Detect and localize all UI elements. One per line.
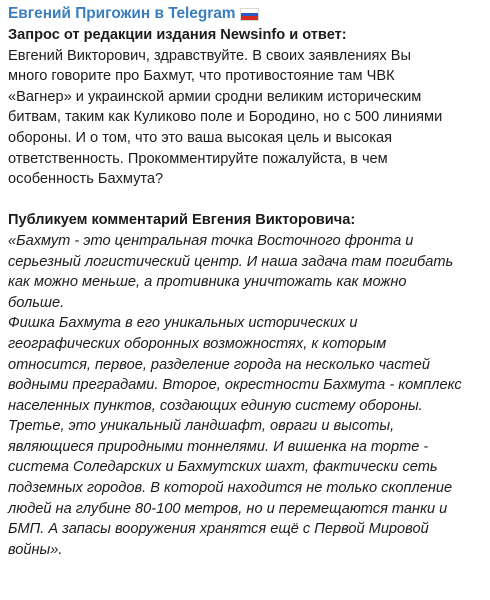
quote-line: Фишка Бахмута в его уникальных исторических и <box>8 315 358 332</box>
flag-stripe-red <box>241 16 258 20</box>
comment-heading: Публикуем комментарий Евгения Викторовича: <box>8 212 356 229</box>
request-line: ответственность. Прокомментируйте пожалуйста, в чем <box>8 150 388 167</box>
request-line: «Вагнер» и украинской армии сродни великим историческим <box>8 88 422 105</box>
request-line: особенность Бахмута? <box>8 171 164 188</box>
quote-line: БМП. А запасы вооружения хранятся ещё с Первой Мировой <box>8 521 429 538</box>
channel-header <box>8 4 484 25</box>
quote-line: система Соледарских и Бахмутских шахт, фактически сеть <box>8 459 438 476</box>
quote-line: населенных пунктов, создающих единую систему обороны. <box>8 397 423 414</box>
quote-line: являющиеся природными тоннелями. И вишенка на торте - <box>8 438 429 455</box>
quote-line: водными преградами. Второе, окрестности Бахмута - комплекс <box>8 377 462 394</box>
request-text <box>8 46 484 190</box>
quote-line: как можно меньше, а противника уничтожать как можно <box>8 274 407 291</box>
quote-line: войны». <box>8 541 63 558</box>
quote-line: географических оборонных возможностях, к которым <box>8 335 387 352</box>
quote-line: подземных городов. В которой находится не только скопление <box>8 480 453 497</box>
quote-line: больше. <box>8 294 65 311</box>
quote-line: Третье, это уникальный ландшафт, овраги и высоты, <box>8 418 395 435</box>
request-line: битвам, таким как Куликово поле и Бородино, но с 500 линиями <box>8 109 443 126</box>
quote-line: относится, первое, разделение города на несколько частей <box>8 356 430 373</box>
request-heading: Запрос от редакции издания Newsinfo и ответ: <box>8 27 347 43</box>
russia-flag-icon <box>240 8 259 21</box>
paragraph-spacer <box>8 190 484 211</box>
channel-name[interactable]: Евгений Пригожин в Telegram <box>8 5 236 23</box>
comment-quote <box>8 231 484 561</box>
request-line: Евгений Викторович, здравствуйте. В своих заявлениях Вы <box>8 47 412 64</box>
quote-line: «Бахмут - это центральная точка Восточного фронта и <box>8 232 414 249</box>
quote-line: серьезный логистический центр. И наша задача там погибать <box>8 253 454 270</box>
quote-line: людей на глубине 80-100 метров, но и перемещаются танки и <box>8 500 448 517</box>
request-line: много говорите про Бахмут, что противостояние там ЧВК <box>8 68 395 85</box>
request-line: обороны. И о том, что это ваша высокая цель и высокая <box>8 129 393 146</box>
